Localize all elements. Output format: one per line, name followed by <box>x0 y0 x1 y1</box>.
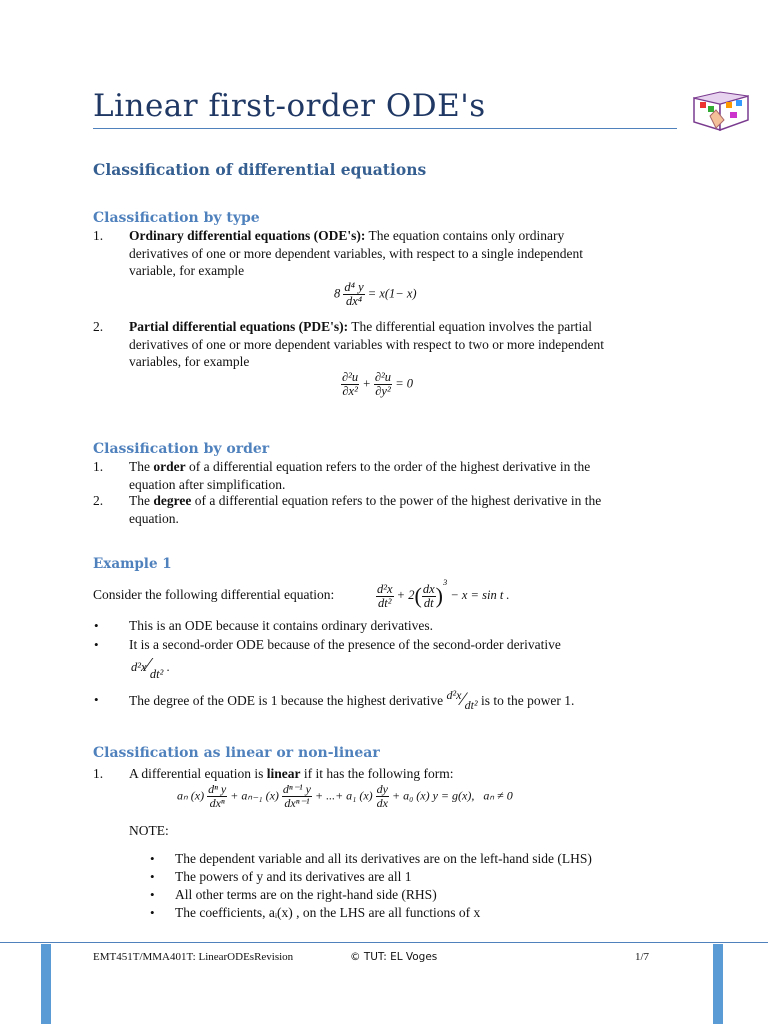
fraction <box>343 281 364 308</box>
frac-den: dxⁿ⁻¹ <box>284 796 310 810</box>
slash-end: . <box>166 660 170 674</box>
note-item: The coefficients, aᵢ(x) , on the LHS are all functions of x <box>175 905 481 920</box>
linear-pre: A differential equation is <box>129 766 267 781</box>
linear-post: if it has the following form: <box>300 766 454 781</box>
bullet: • <box>150 905 155 920</box>
subheading-linear: Classification as linear or non-linear <box>93 745 380 761</box>
eq-rhs: = 0 <box>395 376 413 391</box>
list-number: 2. <box>93 319 104 334</box>
note-item: The dependent variable and all its derivatives are on the left-hand side (LHS) <box>175 851 592 866</box>
fraction <box>376 583 394 610</box>
subheading-by-type: Classification by type <box>93 210 260 226</box>
frac-num: d⁴ y <box>344 280 364 294</box>
bullet: • <box>150 851 155 866</box>
slash-den: dt² <box>149 667 164 681</box>
eq-power: 3 <box>442 577 448 587</box>
list-number: 2. <box>93 493 104 508</box>
ode-text-2: derivatives of one or more dependent variables, with respect to a single independent <box>129 245 583 261</box>
bullet: • <box>150 869 155 884</box>
slash-num: d²x <box>131 660 147 674</box>
frac-den: ∂x² <box>342 384 358 398</box>
b3-pre: The degree of the ODE is 1 because the highest derivative <box>129 693 444 708</box>
bullet: • <box>94 692 99 707</box>
page-title: Linear first-order ODE's <box>93 88 486 124</box>
frac-num: dⁿ y <box>208 782 227 796</box>
fraction <box>207 783 227 810</box>
equation-linear-form <box>177 783 513 810</box>
list-item-pde <box>129 318 677 371</box>
b3-post: is to the power 1. <box>480 693 575 708</box>
subheading-by-order: Classification by order <box>93 441 270 457</box>
note-item: The powers of y and its derivatives are all 1 <box>175 869 412 884</box>
eq-term: + ...+ a₁ (x) <box>314 788 373 803</box>
term-pde: Partial differential equations (PDE's): <box>129 319 349 334</box>
frac-den: dx⁴ <box>345 294 363 308</box>
example-bullet-3 <box>129 688 677 712</box>
equation-pde-example <box>341 371 413 398</box>
eq-rhs: = x(1− x) <box>367 286 417 301</box>
fraction <box>341 371 359 398</box>
example-bullet-1: This is an ODE because it contains ordinary derivatives. <box>129 618 434 633</box>
slash-den: dt² <box>464 698 478 712</box>
section-heading-classification: Classification of differential equations <box>93 160 427 179</box>
note-item: All other terms are on the right-hand side (RHS) <box>175 887 437 902</box>
title-divider <box>93 128 677 129</box>
order-line2: equation after simplification. <box>129 476 286 492</box>
frac-num: ∂²u <box>374 370 392 384</box>
frac-num: dy <box>376 782 388 796</box>
pde-text-3: variables, for example <box>129 354 250 369</box>
term-order: order <box>153 459 186 474</box>
slash-num: d²x <box>446 688 462 702</box>
term-ode: Ordinary differential equations (ODE's): <box>129 228 366 243</box>
equation-ode-example <box>334 281 417 308</box>
footer-page-number: 1/7 <box>635 951 650 963</box>
list-number: 1. <box>93 228 104 243</box>
footer-right-bar <box>713 944 723 1024</box>
eq-rhs: − x = sin t . <box>450 588 510 602</box>
eq-condition: aₙ ≠ 0 <box>483 788 513 803</box>
pde-text-2: derivatives of one or more dependent variables with respect to two or more independent <box>129 336 604 352</box>
book-logo-icon <box>690 80 752 136</box>
list-item-linear <box>129 765 677 783</box>
order-post: of a differential equation refers to the order of the highest derivative in the <box>185 459 591 474</box>
bullet: • <box>94 618 99 633</box>
fraction <box>374 371 392 398</box>
example-bullet-2: It is a second-order ODE because of the presence of the second-order derivative <box>129 637 561 652</box>
footer-course-code: EMT451T/MMA401T: LinearODEsRevision <box>93 951 294 963</box>
ode-text-3: variable, for example <box>129 263 245 278</box>
frac-num: ∂²u <box>342 370 359 384</box>
list-item-degree <box>129 492 677 527</box>
frac-den: dt <box>423 595 434 610</box>
eq-term: aₙ (x) <box>177 788 205 803</box>
frac-num: dx <box>422 581 435 596</box>
footer-left-bar <box>41 944 51 1024</box>
bullet: • <box>150 887 155 902</box>
degree-post: of a differential equation refers to the power of the highest derivative in the <box>191 493 602 508</box>
fraction <box>282 783 312 810</box>
eq-term: + a₀ (x) y = g(x), <box>391 788 475 803</box>
eq-term: + aₙ₋₁ (x) <box>230 788 279 803</box>
ode-text-1: The equation contains only ordinary <box>365 228 565 243</box>
degree-pre: The <box>129 493 154 508</box>
example-intro: Consider the following differential equation: <box>93 587 335 602</box>
term-degree: degree <box>153 493 192 508</box>
fraction <box>422 583 436 610</box>
fraction <box>376 783 389 810</box>
slash-fraction: d²x⁄dt² . <box>131 654 170 681</box>
slash-fraction: d²x⁄dt² <box>446 688 478 712</box>
eq-coef: 8 <box>334 286 341 301</box>
pde-text-1: The differential equation involves the partial <box>348 319 593 334</box>
frac-den: dx <box>376 796 388 810</box>
order-pre: The <box>129 459 154 474</box>
note-label: NOTE: <box>129 823 169 838</box>
list-number: 1. <box>93 766 104 781</box>
frac-den: dxⁿ <box>209 796 225 810</box>
footer-copyright: © TUT: EL Voges <box>350 951 438 963</box>
frac-num: dⁿ⁻¹ y <box>282 782 311 796</box>
frac-den: dt² <box>378 595 392 610</box>
example-heading: Example 1 <box>93 556 172 572</box>
list-number: 1. <box>93 459 104 474</box>
term-linear: linear <box>266 766 301 781</box>
list-item-order <box>129 458 677 493</box>
eq-mid: + 2 <box>396 588 415 602</box>
equation-example: $\frac{\text{d²x}}{\text{dt²}}$ + 2( $\frac{dx}{dt}$ )$^3$ − x = sin t . <box>377 577 510 610</box>
frac-den: ∂y² <box>375 384 391 398</box>
degree-line2: equation. <box>129 510 179 526</box>
eq-plus: + <box>362 376 371 391</box>
frac-num: d²x <box>377 581 393 596</box>
bullet: • <box>94 637 99 652</box>
footer-divider <box>0 942 768 943</box>
list-item-ode <box>129 227 677 280</box>
